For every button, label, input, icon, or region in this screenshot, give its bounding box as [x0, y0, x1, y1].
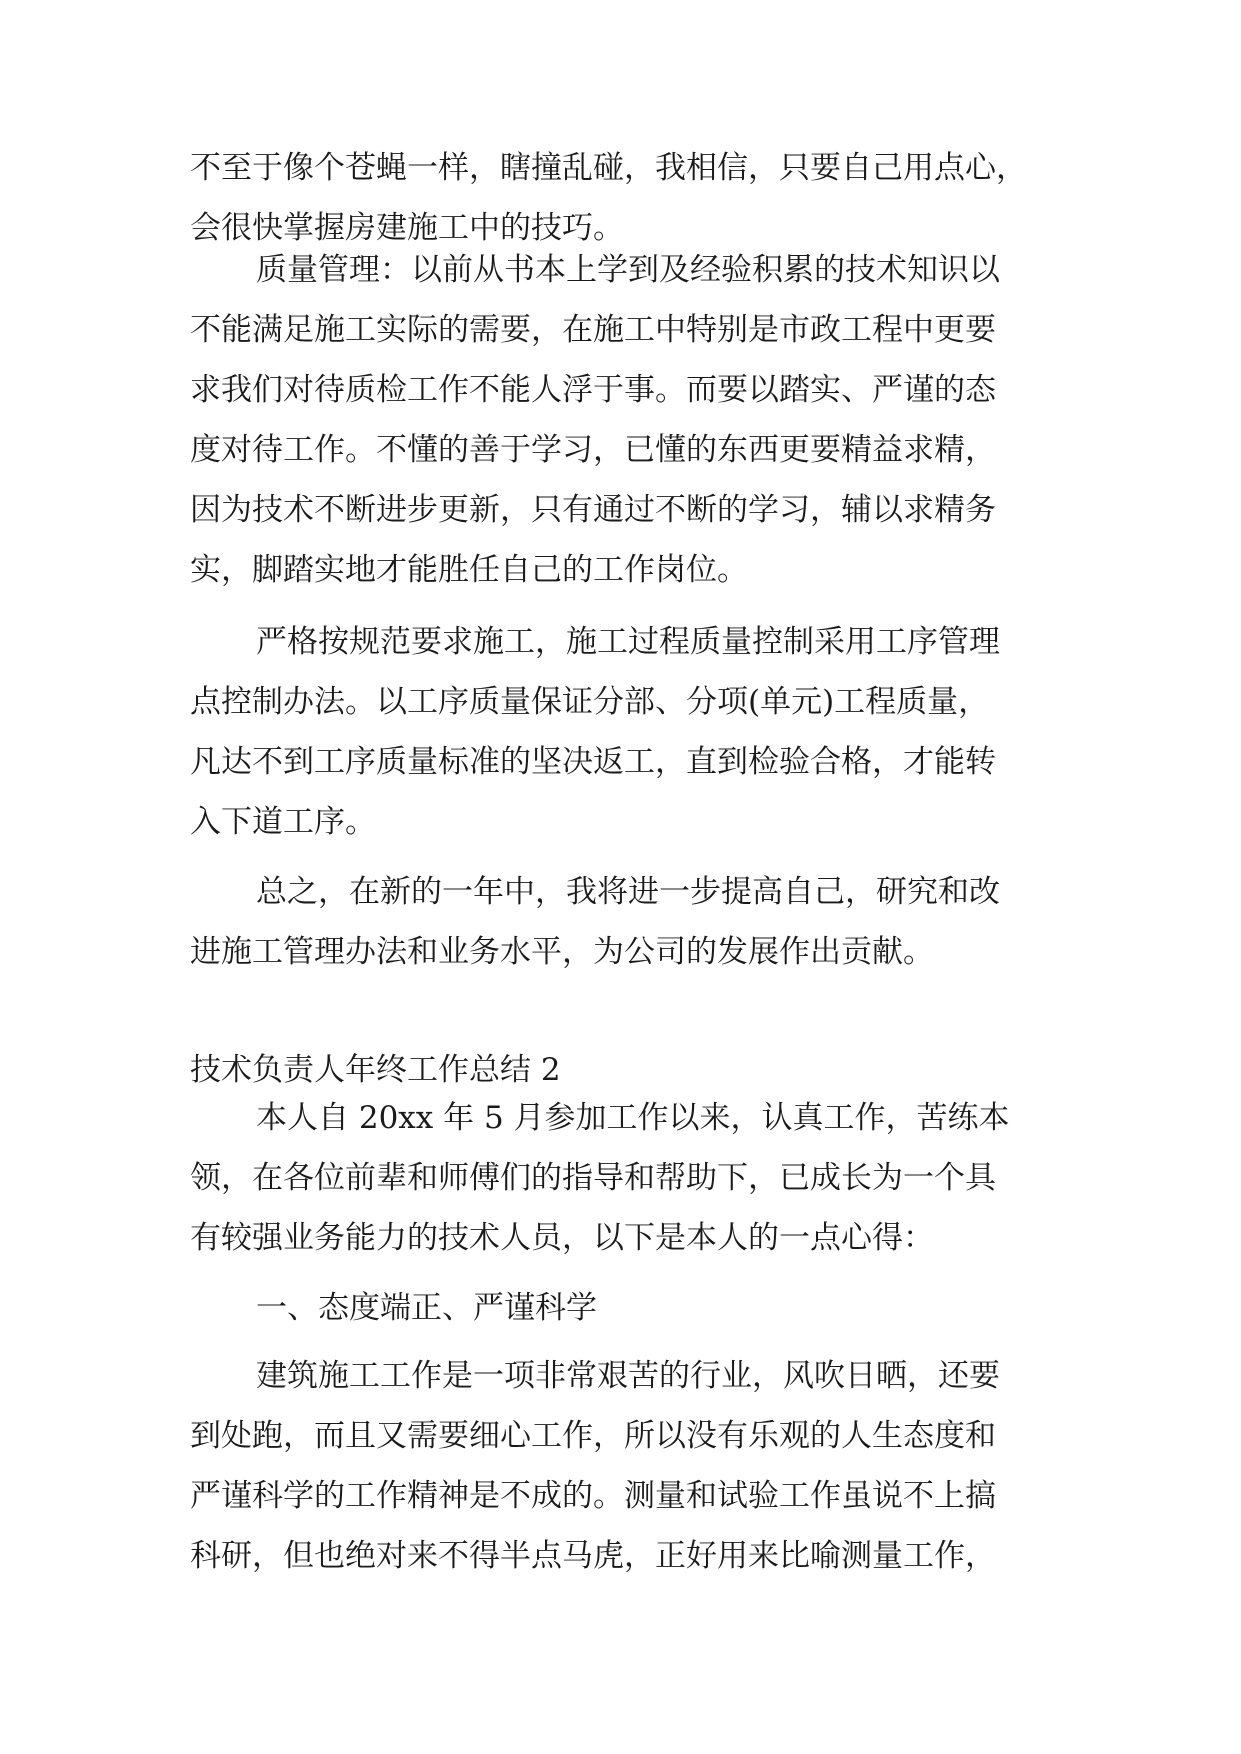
paragraph-attitude	[190, 1346, 1060, 1586]
text-line: 因为技术不断进步更新，只有通过不断的学习，辅以求精务	[190, 492, 996, 528]
subsection-title	[190, 1278, 1060, 1338]
text-line: 凡达不到工序质量标准的坚决返工，直到检验合格，才能转	[190, 744, 996, 780]
text-line: 入下道工序。	[190, 804, 376, 840]
text-line: 建筑施工工作是一项非常艰苦的行业，风吹日晒，还要	[256, 1358, 1000, 1394]
text-line: 进施工管理办法和业务水平，为公司的发展作出贡献。	[190, 934, 934, 970]
text-line: 实，脚踏实地才能胜任自己的工作岗位。	[190, 552, 748, 588]
text-line: 度对待工作。不懂的善于学习，已懂的东西更要精益求精，	[190, 432, 996, 468]
paragraph-introduction	[190, 1088, 1060, 1268]
text-line: 求我们对待质检工作不能人浮于事。而要以踏实、严谨的态	[190, 372, 996, 408]
text-line: 总之，在新的一年中，我将进一步提高自己，研究和改	[256, 874, 1000, 910]
text-line: 科研，但也绝对来不得半点马虎，正好用来比喻测量工作，	[190, 1538, 996, 1574]
text-line: 质量管理：以前从书本上学到及经验积累的技术知识以	[256, 252, 1000, 288]
text-line: 不能满足施工实际的需要，在施工中特别是市政工程中更要	[190, 312, 996, 348]
paragraph-quality-management	[190, 240, 1060, 600]
text-line: 不至于像个苍蝇一样，瞎撞乱碰，我相信，只要自己用点心，	[190, 150, 1027, 186]
text-line: 点控制办法。以工序质量保证分部、分项(单元)工程质量，	[190, 684, 990, 720]
text-line: 严谨科学的工作精神是不成的。测量和试验工作虽说不上搞	[190, 1478, 996, 1514]
paragraph-conclusion	[190, 862, 1060, 982]
text-line: 领，在各位前辈和师傅们的指导和帮助下，已成长为一个具	[190, 1160, 996, 1196]
section-heading: 技术负责人年终工作总结 2	[190, 1052, 561, 1088]
text-line: 会很快掌握房建施工中的技巧。	[190, 210, 624, 246]
text-line: 一、态度端正、严谨科学	[256, 1290, 597, 1326]
paragraph-construction-standards	[190, 612, 1060, 852]
text-line: 有较强业务能力的技术人员，以下是本人的一点心得：	[190, 1220, 934, 1256]
text-line: 本人自 20xx 年 5 月参加工作以来，认真工作，苦练本	[256, 1100, 1010, 1136]
text-line: 到处跑，而且又需要细心工作，所以没有乐观的人生态度和	[190, 1418, 996, 1454]
text-line: 严格按规范要求施工，施工过程质量控制采用工序管理	[256, 624, 1000, 660]
